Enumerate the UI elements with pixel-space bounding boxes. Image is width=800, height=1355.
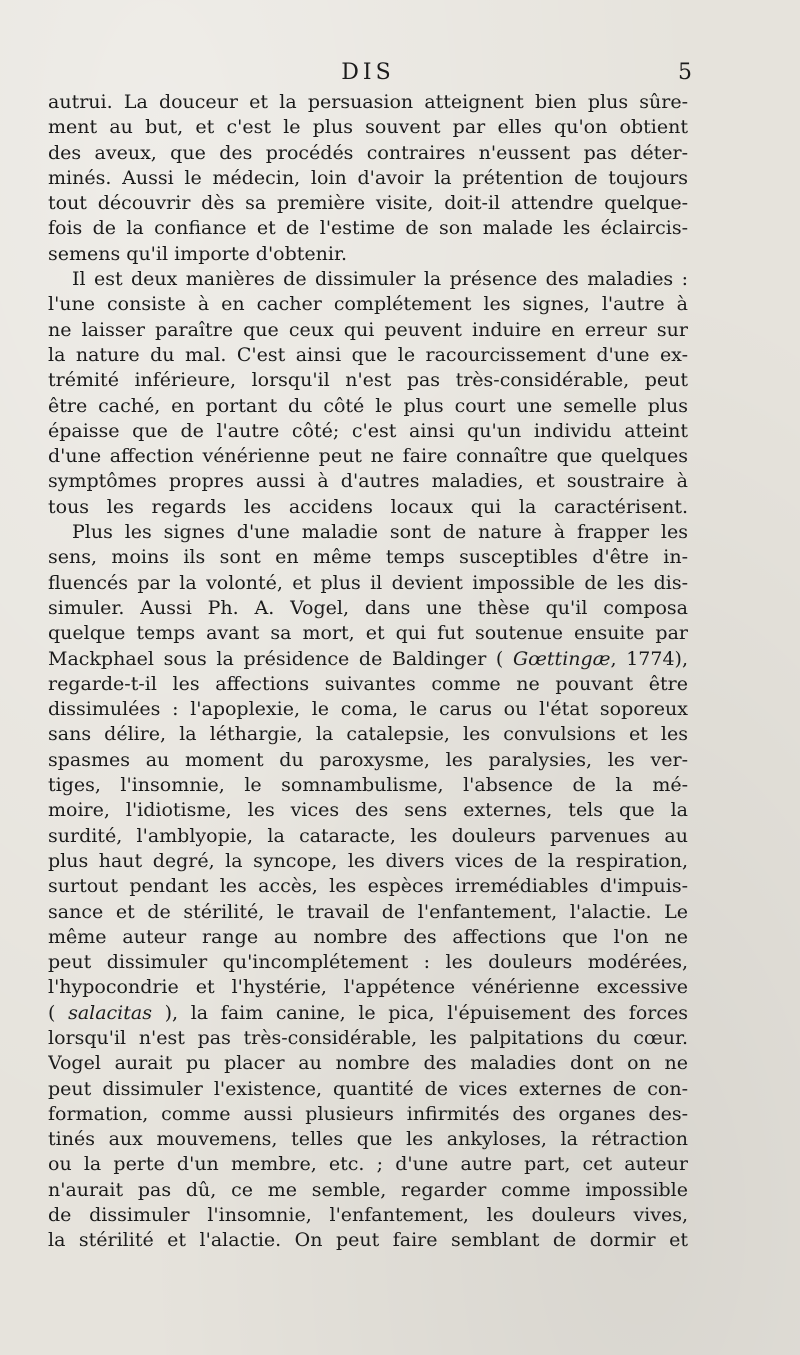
text-line: épaisse que de l'autre côté; c'est ainsi qu'un individu atteint <box>48 419 688 442</box>
text-line: même auteur range au nombre des affections que l'on ne <box>48 925 688 948</box>
text-line: ( salacitas ), la faim canine, le pica, l'épuisement des forces <box>48 1001 688 1024</box>
text-line: de dissimuler l'insomnie, l'enfantement, les douleurs vives, <box>48 1204 688 1227</box>
text-line: sance et de stérilité, le travail de l'enfantement, l'alactie. Le <box>48 900 688 923</box>
text-line: la stérilité et l'alactie. On peut faire semblant de dormir et <box>48 1229 688 1252</box>
text-line: dissimulées : l'apoplexie, le coma, le carus ou l'état soporeux <box>48 698 688 721</box>
text-line: regarde-t-il les affections suivantes comme ne pouvant être <box>48 672 688 695</box>
text-line: Mackphael sous la présidence de Baldinger ( Gœttingæ, 1774), <box>48 647 688 670</box>
text-line: simuler. Aussi Ph. A. Vogel, dans une thèse qu'il composa <box>48 596 688 619</box>
text-line: semens qu'il importe d'obtenir. <box>48 242 348 265</box>
text-line: Il est deux manières de dissimuler la présence des maladies : <box>72 268 688 291</box>
text-line: Vogel aurait pu placer au nombre des maladies dont on ne <box>48 1052 688 1075</box>
text-line: ou la perte d'un membre, etc. ; d'une autre part, cet auteur <box>48 1153 688 1176</box>
text-line: fluencés par la volonté, et plus il devient impossible de les dis- <box>48 571 688 594</box>
text-line: être caché, en portant du côté le plus court une semelle plus <box>48 394 688 417</box>
text-line: surtout pendant les accès, les espèces irremédiables d'impuis- <box>48 875 688 898</box>
paragraph <box>48 267 688 520</box>
text-line: tiges, l'insomnie, le somnambulisme, l'absence de la mé- <box>48 774 688 797</box>
paragraph <box>48 520 688 1254</box>
text-line: tinés aux mouvemens, telles que les ankyloses, la rétraction <box>48 1128 688 1151</box>
text-line: symptômes propres aussi à d'autres maladies, et soustraire à <box>48 470 688 493</box>
text-line: Plus les signes d'une maladie sont de nature à frapper les <box>72 521 688 544</box>
text-line: moire, l'idiotisme, les vices des sens externes, tels que la <box>48 799 688 822</box>
text-line: tout découvrir dès sa première visite, doit-il attendre quelque- <box>48 192 688 215</box>
text-line: des aveux, que des procédés contraires n'eussent pas déter- <box>48 141 688 164</box>
page-body <box>48 90 688 1254</box>
text-line: trémité inférieure, lorsqu'il n'est pas très-considérable, peut <box>48 369 688 392</box>
text-line: quelque temps avant sa mort, et qui fut soutenue ensuite par <box>48 622 688 645</box>
text-line: l'une consiste à en cacher complétement les signes, l'autre à <box>48 293 688 316</box>
text-line: plus haut degré, la syncope, les divers vices de la respiration, <box>48 849 688 872</box>
text-line: tous les regards les accidens locaux qui la caractérisent. <box>48 495 688 518</box>
running-title: DIS <box>341 60 395 85</box>
text-line: sens, moins ils sont en même temps susceptibles d'être in- <box>48 546 688 569</box>
text-line: spasmes au moment du paroxysme, les paralysies, les ver- <box>48 748 688 771</box>
text-line: peut dissimuler qu'incomplétement : les douleurs modérées, <box>48 951 688 974</box>
page-number: 5 <box>678 60 692 85</box>
text-line: sans délire, la léthargie, la catalepsie, les convulsions et les <box>48 723 688 746</box>
text-line: peut dissimuler l'existence, quantité de vices externes de con- <box>48 1077 688 1100</box>
text-line: surdité, l'amblyopie, la cataracte, les douleurs parvenues au <box>48 824 688 847</box>
text-line: n'aurait pas dû, ce me semble, regarder comme impossible <box>48 1178 688 1201</box>
text-line: l'hypocondrie et l'hystérie, l'appétence vénérienne excessive <box>48 976 688 999</box>
text-line: minés. Aussi le médecin, loin d'avoir la prétention de toujours <box>48 166 688 189</box>
text-line: ne laisser paraître que ceux qui peuvent induire en erreur sur <box>48 318 688 341</box>
running-header <box>48 60 692 92</box>
text-line: ment au but, et c'est le plus souvent par elles qu'on obtient <box>48 116 688 139</box>
text-line: autrui. La douceur et la persuasion atteignent bien plus sûre- <box>48 91 688 113</box>
text-line: lorsqu'il n'est pas très-considérable, les palpitations du cœur. <box>48 1026 688 1049</box>
paragraph <box>48 90 688 267</box>
text-line: formation, comme aussi plusieurs infirmités des organes des- <box>48 1102 688 1125</box>
text-line: la nature du mal. C'est ainsi que le racourcissement d'une ex- <box>48 343 688 366</box>
text-line: d'une affection vénérienne peut ne faire connaître que quelques <box>48 445 688 468</box>
text-line: fois de la confiance et de l'estime de son malade les éclaircis- <box>48 217 688 240</box>
